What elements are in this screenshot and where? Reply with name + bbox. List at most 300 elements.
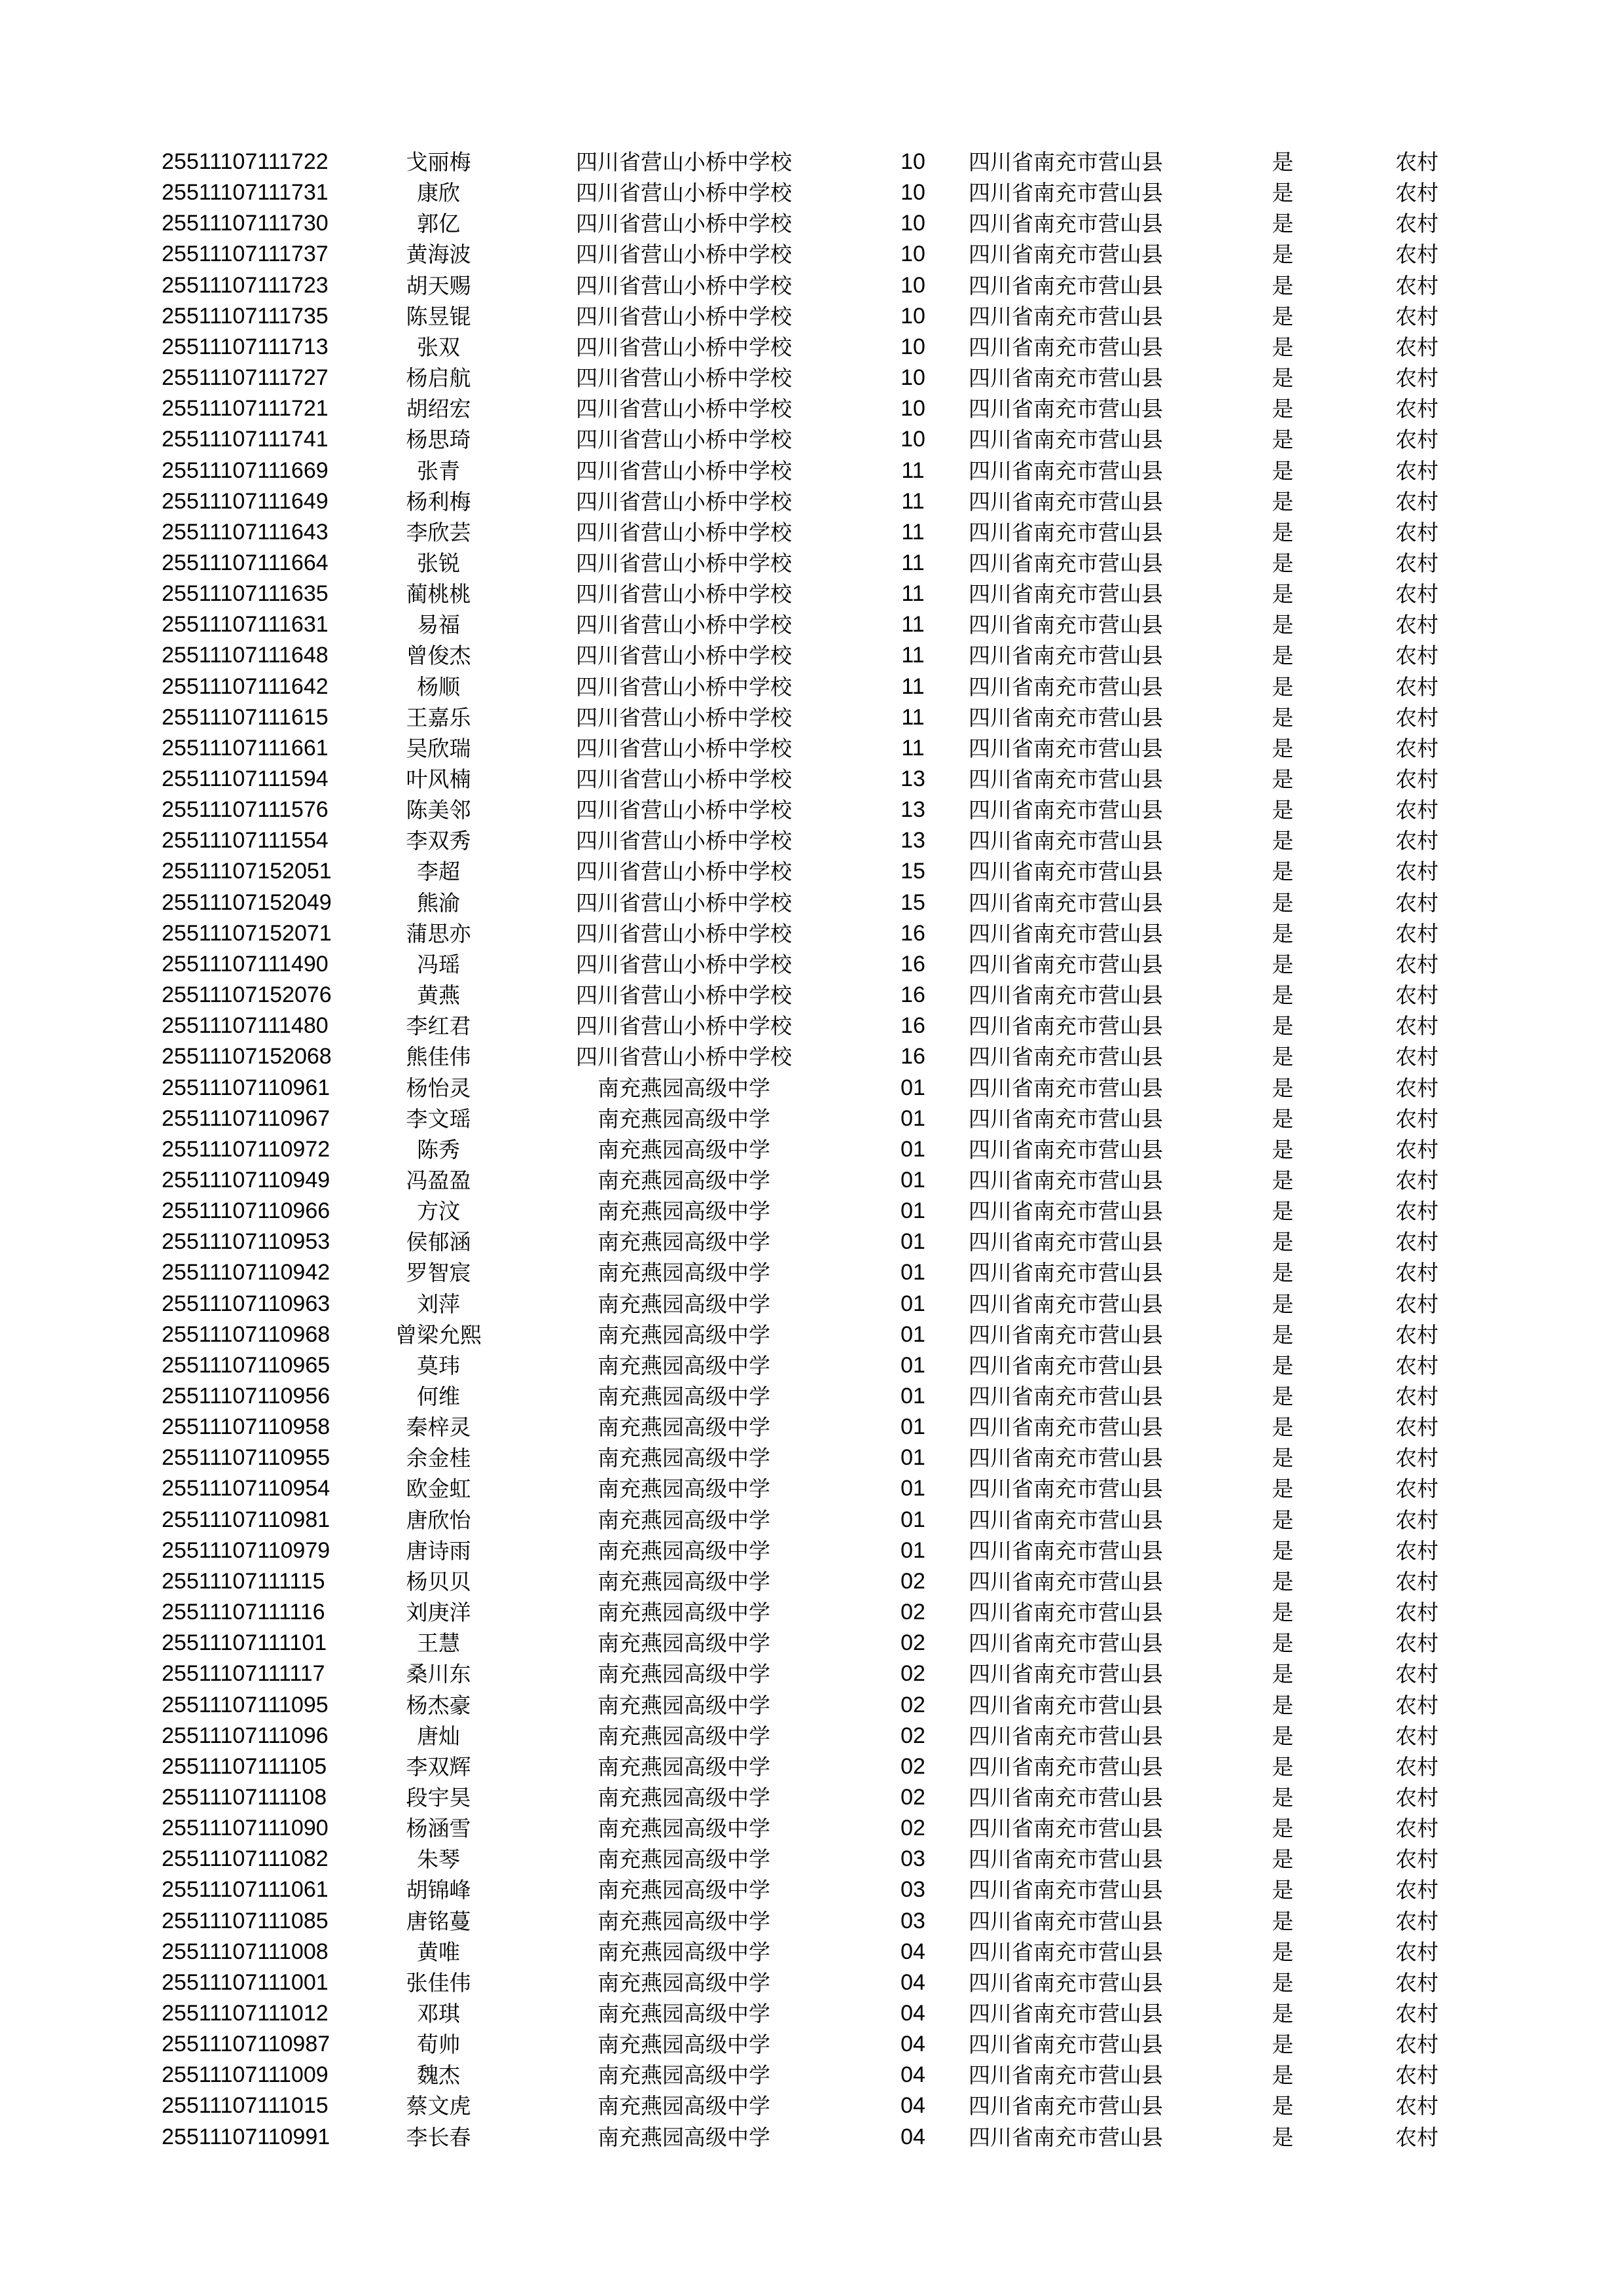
address: 四川省南充市营山县 [969,1692,1163,1718]
household-type: 农村 [1395,1661,1438,1687]
school-name: 南充燕园高级中学 [597,1784,770,1810]
status-flag: 是 [1272,1630,1294,1657]
candidate-id: 25511107111490 [162,951,329,977]
household-type: 农村 [1395,2001,1438,2026]
school-name: 南充燕园高级中学 [597,1816,770,1842]
household-type: 农村 [1395,242,1438,268]
school-name: 南充燕园高级中学 [597,1846,770,1873]
status-flag: 是 [1272,550,1294,576]
student-name: 侯郁涵 [406,1229,471,1255]
candidate-id: 25511107110981 [162,1507,330,1532]
student-name: 莫玮 [417,1352,460,1378]
student-name: 胡锦峰 [406,1877,471,1903]
table-row [0,2029,1623,2060]
household-type: 农村 [1395,1568,1438,1594]
class-number: 01 [901,1136,925,1162]
table-row [0,1505,1623,1535]
student-name: 方汶 [417,1198,460,1225]
household-type: 农村 [1395,1630,1438,1657]
candidate-id: 25511107111061 [162,1877,329,1903]
address: 四川省南充市营山县 [969,2062,1163,2089]
class-number: 10 [901,180,925,206]
class-number: 10 [901,427,925,452]
status-flag: 是 [1272,1507,1294,1533]
school-name: 四川省营山小桥中学校 [576,427,792,453]
status-flag: 是 [1272,1167,1294,1193]
address: 四川省南充市营山县 [969,2032,1163,2058]
school-name: 四川省营山小桥中学校 [576,365,792,391]
status-flag: 是 [1272,612,1294,638]
household-type: 农村 [1395,889,1438,916]
status-flag: 是 [1272,1784,1294,1810]
status-flag: 是 [1272,1136,1294,1162]
class-number: 01 [901,1198,925,1224]
student-name: 荀帅 [417,2032,460,2058]
candidate-id: 25511107152068 [162,1044,332,1069]
class-number: 01 [901,1167,925,1193]
address: 四川省南充市营山县 [969,1723,1163,1749]
address: 四川省南充市营山县 [969,1908,1163,1934]
school-name: 四川省营山小桥中学校 [576,1013,792,1039]
student-name: 李文瑶 [406,1105,471,1132]
household-type: 农村 [1395,1198,1438,1225]
household-type: 农村 [1395,704,1438,730]
address: 四川省南充市营山县 [969,1013,1163,1039]
candidate-id: 25511107110968 [162,1321,330,1347]
table-row [0,177,1623,208]
class-number: 15 [901,859,925,884]
household-type: 农村 [1395,1013,1438,1039]
household-type: 农村 [1395,1753,1438,1780]
table-row [0,1381,1623,1412]
candidate-id: 25511107111594 [162,766,329,791]
table-row [0,1473,1623,1504]
address: 四川省南充市营山县 [969,1198,1163,1225]
household-type: 农村 [1395,1476,1438,1502]
status-flag: 是 [1272,1816,1294,1842]
table-row [0,208,1623,239]
candidate-id: 25511107111085 [162,1908,329,1933]
student-name: 蔺桃桃 [406,581,471,607]
household-type: 农村 [1395,519,1438,545]
address: 四川省南充市营山县 [969,2001,1163,2026]
candidate-id: 25511107110987 [162,2032,330,2057]
household-type: 农村 [1395,643,1438,669]
address: 四川省南充市营山县 [969,1846,1163,1873]
candidate-id: 25511107110979 [162,1537,330,1563]
household-type: 农村 [1395,2062,1438,2089]
household-type: 农村 [1395,1229,1438,1255]
table-row [0,609,1623,640]
table-row [0,239,1623,270]
address: 四川省南充市营山县 [969,1445,1163,1471]
school-name: 四川省营山小桥中学校 [576,797,792,823]
candidate-id: 25511107110967 [162,1105,330,1131]
school-name: 四川省营山小桥中学校 [576,550,792,576]
student-name: 秦梓灵 [406,1414,471,1441]
address: 四川省南充市营山县 [969,488,1163,514]
address: 四川省南充市营山县 [969,982,1163,1009]
class-number: 01 [901,1507,925,1532]
address: 四川省南充市营山县 [969,704,1163,730]
candidate-id: 25511107110966 [162,1198,330,1224]
student-name: 陈昱锟 [406,303,471,329]
school-name: 南充燕园高级中学 [597,1939,770,1965]
class-number: 11 [901,519,925,545]
candidate-id: 25511107111095 [162,1692,329,1717]
address: 四川省南充市营山县 [969,1753,1163,1780]
status-flag: 是 [1272,643,1294,669]
candidate-id: 25511107111090 [162,1816,329,1841]
status-flag: 是 [1272,365,1294,391]
class-number: 02 [901,1816,925,1841]
household-type: 农村 [1395,488,1438,514]
table-row [0,270,1623,301]
student-name: 李红君 [406,1013,471,1039]
household-type: 农村 [1395,1291,1438,1317]
school-name: 南充燕园高级中学 [597,1384,770,1409]
household-type: 农村 [1395,2124,1438,2150]
candidate-id: 25511107111116 [162,1600,325,1625]
class-number: 02 [901,1753,925,1779]
address: 四川省南充市营山县 [969,180,1163,206]
status-flag: 是 [1272,149,1294,175]
household-type: 农村 [1395,1384,1438,1409]
status-flag: 是 [1272,180,1294,206]
status-flag: 是 [1272,1013,1294,1039]
table-row [0,1782,1623,1813]
status-flag: 是 [1272,1075,1294,1101]
candidate-id: 25511107110942 [162,1260,330,1285]
candidate-id: 25511107111001 [162,1969,329,1995]
class-number: 10 [901,272,925,298]
class-number: 11 [901,488,925,514]
class-number: 01 [901,1445,925,1471]
school-name: 南充燕园高级中学 [597,1692,770,1718]
class-number: 11 [901,550,925,575]
school-name: 南充燕园高级中学 [597,1568,770,1594]
class-number: 01 [901,1075,925,1100]
class-number: 04 [901,1969,925,1995]
status-flag: 是 [1272,1723,1294,1749]
student-name: 杨杰豪 [406,1692,471,1718]
school-name: 南充燕园高级中学 [597,1600,770,1626]
status-flag: 是 [1272,242,1294,268]
class-number: 02 [901,1630,925,1656]
class-number: 15 [901,889,925,915]
address: 四川省南充市营山县 [969,1507,1163,1533]
student-name: 胡天赐 [406,272,471,298]
household-type: 农村 [1395,1537,1438,1564]
candidate-id: 25511107111631 [162,612,329,637]
class-number: 10 [901,303,925,329]
student-name: 刘庚洋 [406,1600,471,1626]
student-name: 欧金虹 [406,1476,471,1502]
class-number: 11 [901,643,925,668]
student-name: 张锐 [417,550,460,576]
status-flag: 是 [1272,1445,1294,1471]
table-row [0,1751,1623,1782]
candidate-id: 25511107111101 [162,1630,327,1656]
household-type: 农村 [1395,427,1438,453]
student-name: 戈丽梅 [406,149,471,175]
student-name: 易福 [417,612,460,638]
table-row [0,1659,1623,1689]
school-name: 南充燕园高级中学 [597,1352,770,1378]
household-type: 农村 [1395,396,1438,422]
address: 四川省南充市营山县 [969,2124,1163,2150]
class-number: 04 [901,2032,925,2057]
student-name: 李超 [417,859,460,885]
table-row [0,393,1623,424]
candidate-id: 25511107110949 [162,1167,330,1193]
status-flag: 是 [1272,519,1294,545]
table-row [0,825,1623,856]
school-name: 四川省营山小桥中学校 [576,581,792,607]
address: 四川省南充市营山县 [969,519,1163,545]
table-row [0,301,1623,332]
address: 四川省南充市营山县 [969,1600,1163,1626]
household-type: 农村 [1395,1816,1438,1842]
student-name: 杨启航 [406,365,471,391]
class-number: 11 [901,735,925,761]
status-flag: 是 [1272,2001,1294,2026]
school-name: 南充燕园高级中学 [597,1291,770,1317]
student-name: 罗智宸 [406,1260,471,1286]
status-flag: 是 [1272,951,1294,977]
student-name: 李双秀 [406,828,471,854]
address: 四川省南充市营山县 [969,303,1163,329]
school-name: 南充燕园高级中学 [597,1260,770,1286]
table-row [0,1319,1623,1350]
household-type: 农村 [1395,920,1438,946]
household-type: 农村 [1395,581,1438,607]
student-name: 杨怡灵 [406,1075,471,1101]
school-name: 四川省营山小桥中学校 [576,643,792,669]
school-name: 四川省营山小桥中学校 [576,180,792,206]
address: 四川省南充市营山县 [969,1105,1163,1132]
table-row [0,856,1623,887]
status-flag: 是 [1272,1229,1294,1255]
household-type: 农村 [1395,859,1438,885]
status-flag: 是 [1272,488,1294,514]
candidate-id: 25511107152076 [162,982,332,1008]
table-row [0,456,1623,486]
candidate-id: 25511107110972 [162,1136,330,1162]
class-number: 02 [901,1692,925,1717]
table-row [0,548,1623,579]
status-flag: 是 [1272,1877,1294,1903]
candidate-id: 25511107111721 [162,396,329,422]
table-row [0,1103,1623,1134]
table-row [0,1535,1623,1566]
table-row [0,424,1623,455]
class-number: 01 [901,1229,925,1255]
school-name: 四川省营山小桥中学校 [576,334,792,360]
school-name: 四川省营山小桥中学校 [576,149,792,175]
candidate-id: 25511107111576 [162,797,329,823]
student-name: 李欣芸 [406,519,471,545]
student-name: 唐诗雨 [406,1537,471,1564]
class-number: 16 [901,920,925,946]
school-name: 四川省营山小桥中学校 [576,612,792,638]
class-number: 11 [901,673,925,699]
table-row [0,363,1623,393]
address: 四川省南充市营山县 [969,889,1163,916]
address: 四川省南充市营山县 [969,1291,1163,1317]
household-type: 农村 [1395,1969,1438,1996]
class-number: 01 [901,1537,925,1563]
table-row [0,1998,1623,2029]
candidate-id: 25511107111648 [162,643,329,668]
address: 四川省南充市营山县 [969,149,1163,175]
class-number: 11 [901,704,925,730]
address: 四川省南充市营山县 [969,1229,1163,1255]
candidate-id: 25511107111741 [162,427,329,452]
address: 四川省南充市营山县 [969,1167,1163,1193]
candidate-id: 25511107111554 [162,828,329,853]
class-number: 13 [901,797,925,823]
status-flag: 是 [1272,1537,1294,1564]
address: 四川省南充市营山县 [969,1260,1163,1286]
address: 四川省南充市营山县 [969,2093,1163,2119]
table-row [0,1289,1623,1319]
household-type: 农村 [1395,1507,1438,1533]
student-name: 唐欣怡 [406,1507,471,1533]
candidate-id: 25511107111105 [162,1753,327,1779]
address: 四川省南充市营山县 [969,1044,1163,1070]
household-type: 农村 [1395,1414,1438,1441]
address: 四川省南充市营山县 [969,643,1163,669]
address: 四川省南充市营山县 [969,396,1163,422]
household-type: 农村 [1395,550,1438,576]
household-type: 农村 [1395,365,1438,391]
table-row [0,1196,1623,1227]
household-type: 农村 [1395,303,1438,329]
class-number: 16 [901,1044,925,1069]
school-name: 四川省营山小桥中学校 [576,1044,792,1070]
address: 四川省南充市营山县 [969,1939,1163,1965]
school-name: 四川省营山小桥中学校 [576,828,792,854]
candidate-id: 25511107111480 [162,1013,329,1039]
household-type: 农村 [1395,612,1438,638]
address: 四川省南充市营山县 [969,211,1163,237]
student-name: 康欣 [417,180,460,206]
class-number: 11 [901,581,925,607]
class-number: 04 [901,2001,925,2026]
student-name: 段宇昊 [406,1784,471,1810]
table-row [0,1813,1623,1844]
student-name: 蒲思亦 [406,920,471,946]
address: 四川省南充市营山县 [969,1384,1163,1409]
status-flag: 是 [1272,1352,1294,1378]
household-type: 农村 [1395,149,1438,175]
student-name: 陈美邻 [406,797,471,823]
address: 四川省南充市营山县 [969,550,1163,576]
table-row [0,2122,1623,2153]
school-name: 南充燕园高级中学 [597,2093,770,2119]
candidate-id: 25511107110955 [162,1445,330,1471]
address: 四川省南充市营山县 [969,1537,1163,1564]
class-number: 01 [901,1291,925,1316]
household-type: 农村 [1395,1167,1438,1193]
address: 四川省南充市营山县 [969,1321,1163,1348]
school-name: 四川省营山小桥中学校 [576,242,792,268]
student-name: 黄海波 [406,242,471,268]
candidate-id: 25511107110965 [162,1352,330,1378]
status-flag: 是 [1272,396,1294,422]
candidate-id: 25511107152071 [162,920,332,946]
school-name: 四川省营山小桥中学校 [576,396,792,422]
candidate-id: 25511107111015 [162,2093,329,2119]
candidate-id: 25511107111723 [162,272,329,298]
household-type: 农村 [1395,1784,1438,1810]
household-type: 农村 [1395,1105,1438,1132]
status-flag: 是 [1272,1105,1294,1132]
address: 四川省南充市营山县 [969,242,1163,268]
household-type: 农村 [1395,211,1438,237]
address: 四川省南充市营山县 [969,951,1163,977]
household-type: 农村 [1395,2093,1438,2119]
school-name: 四川省营山小桥中学校 [576,488,792,514]
household-type: 农村 [1395,1600,1438,1626]
candidate-id: 25511107111661 [162,735,329,761]
student-name: 杨贝贝 [406,1568,471,1594]
table-row [0,1967,1623,1998]
household-type: 农村 [1395,1321,1438,1348]
student-name: 杨涵雪 [406,1816,471,1842]
household-type: 农村 [1395,180,1438,206]
household-type: 农村 [1395,272,1438,298]
student-name: 叶风楠 [406,766,471,792]
address: 四川省南充市营山县 [969,457,1163,484]
school-name: 四川省营山小桥中学校 [576,859,792,885]
class-number: 10 [901,396,925,422]
student-name: 熊渝 [417,889,460,916]
school-name: 四川省营山小桥中学校 [576,272,792,298]
school-name: 南充燕园高级中学 [597,1753,770,1780]
student-name: 魏杰 [417,2062,460,2089]
status-flag: 是 [1272,859,1294,885]
student-name: 桑川东 [406,1661,471,1687]
status-flag: 是 [1272,272,1294,298]
table-row [0,1566,1623,1597]
table-row [0,579,1623,609]
school-name: 四川省营山小桥中学校 [576,303,792,329]
status-flag: 是 [1272,2093,1294,2119]
status-flag: 是 [1272,1568,1294,1594]
household-type: 农村 [1395,457,1438,484]
candidate-id: 25511107111669 [162,457,329,483]
status-flag: 是 [1272,303,1294,329]
address: 四川省南充市营山县 [969,1877,1163,1903]
school-name: 四川省营山小桥中学校 [576,673,792,700]
school-name: 南充燕园高级中学 [597,2032,770,2058]
class-number: 10 [901,334,925,359]
table-row [0,918,1623,949]
student-name: 刘萍 [417,1291,460,1317]
status-flag: 是 [1272,1198,1294,1225]
status-flag: 是 [1272,1846,1294,1873]
class-number: 11 [901,612,925,637]
household-type: 农村 [1395,797,1438,823]
status-flag: 是 [1272,2062,1294,2089]
student-name: 张青 [417,457,460,484]
table-row [0,147,1623,177]
address: 四川省南充市营山县 [969,859,1163,885]
address: 四川省南充市营山县 [969,581,1163,607]
table-row [0,1412,1623,1443]
